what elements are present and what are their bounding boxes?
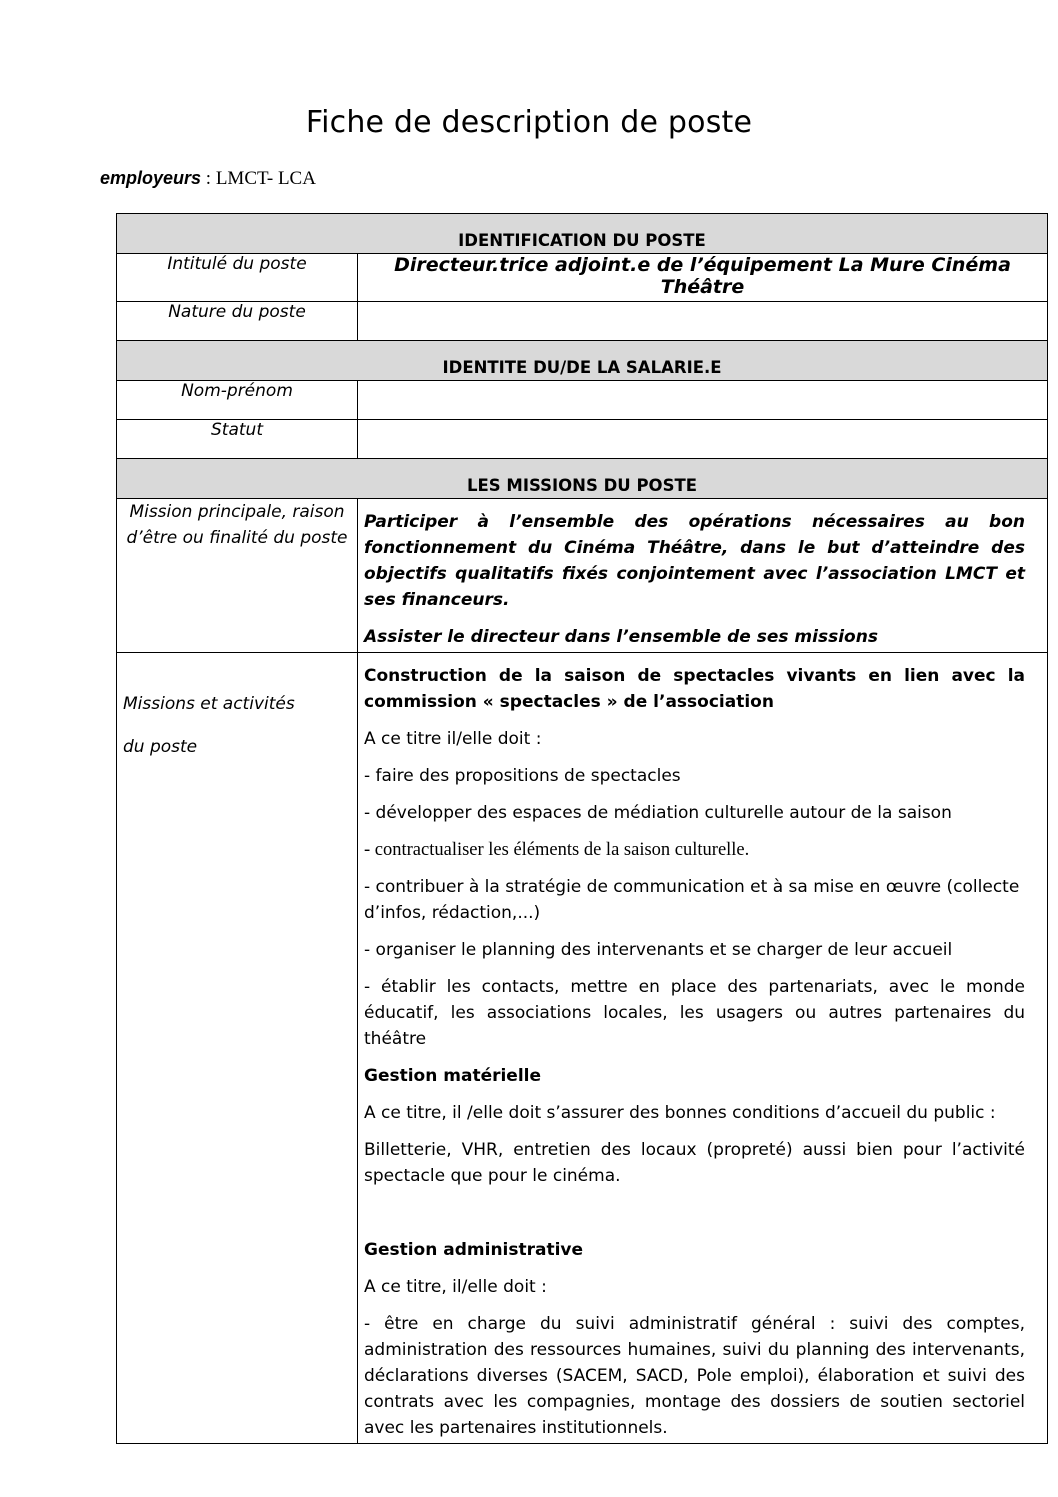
intitule-value: Directeur.trice adjoint.e de l’équipement La Mure Cinéma Théâtre bbox=[358, 254, 1048, 302]
activites-label-line2: du poste bbox=[123, 737, 198, 757]
nature-value bbox=[358, 302, 1048, 341]
nom-label: Nom-prénom bbox=[117, 381, 358, 420]
employer-line bbox=[100, 168, 316, 190]
job-description-table bbox=[116, 213, 1048, 1444]
row-nom bbox=[117, 381, 1048, 420]
text-gestion-materielle: Billetterie, VHR, entretien des locaux (propreté) aussi bien pour l’activité spectacle que pour le cinéma. bbox=[364, 1140, 1026, 1186]
activites-content bbox=[358, 653, 1048, 1444]
section-row-identification bbox=[117, 214, 1048, 254]
employer-separator: : bbox=[201, 168, 216, 189]
row-nature bbox=[117, 302, 1048, 341]
section-row-missions bbox=[117, 459, 1048, 499]
activites-label-line1: Missions et activités bbox=[123, 694, 295, 714]
row-mission-principale bbox=[117, 499, 1048, 653]
list-item: - faire des propositions de spectacles bbox=[364, 766, 681, 786]
heading-construction-saison: Construction de la saison de spectacles vivants en lien avec la commission « spectacles » de l’association bbox=[364, 666, 1026, 712]
mission-principale-assist: Assister le directeur dans l’ensemble de ses missions bbox=[364, 627, 878, 647]
intro-gestion-administrative: A ce titre, il/elle doit : bbox=[364, 1277, 547, 1297]
list-item: - établir les contacts, mettre en place des partenariats, avec le monde éducatif, les associations locales, les usagers ou autres partenaires du théâtre bbox=[364, 977, 1026, 1049]
heading-gestion-administrative: Gestion administrative bbox=[364, 1240, 584, 1260]
heading-gestion-materielle: Gestion matérielle bbox=[364, 1066, 542, 1086]
section-header-identification: IDENTIFICATION DU POSTE bbox=[117, 214, 1048, 254]
activites-label bbox=[117, 653, 358, 1444]
intro-construction: A ce titre il/elle doit : bbox=[364, 729, 542, 749]
section-header-missions: LES MISSIONS DU POSTE bbox=[117, 459, 1048, 499]
intro-gestion-materielle: A ce titre, il /elle doit s’assurer des bonnes conditions d’accueil du public : bbox=[364, 1103, 996, 1123]
mission-principale-text bbox=[358, 499, 1048, 653]
statut-value bbox=[358, 420, 1048, 459]
employer-label: employeurs bbox=[100, 168, 202, 188]
row-statut bbox=[117, 420, 1048, 459]
section-header-identite: IDENTITE DU/DE LA SALARIE.E bbox=[117, 341, 1048, 381]
list-item: - contractualiser les éléments de la saison culturelle. bbox=[364, 840, 750, 860]
text-gestion-administrative: - être en charge du suivi administratif général : suivi des comptes, administration des ressources humaines, suivi du planning des intervenants, déclarations diverses (SACEM, SACD, Pole emploi), élaboration et suivi des contrats avec les compagnies, montage des dossiers de soutien sectoriel avec les partenaires institutionnels. bbox=[364, 1314, 1026, 1438]
list-item: - développer des espaces de médiation culturelle autour de la saison bbox=[364, 803, 952, 823]
mission-principale-paragraph: Participer à l’ensemble des opérations nécessaires au bon fonctionnement du Cinéma Théâtre, dans le but d’atteindre des objectifs qualitatifs fixés conjointement avec l’association LMCT et ses financeurs. bbox=[364, 512, 1026, 610]
row-intitule bbox=[117, 254, 1048, 302]
spacer bbox=[364, 1200, 1025, 1237]
section-row-identite bbox=[117, 341, 1048, 381]
list-item: - contribuer à la stratégie de communication et à sa mise en œuvre (collecte d’infos, rédaction,...) bbox=[364, 877, 1020, 923]
nom-value bbox=[358, 381, 1048, 420]
nature-label: Nature du poste bbox=[117, 302, 358, 341]
page-title: Fiche de description de poste bbox=[305, 105, 753, 140]
employer-value: LMCT- LCA bbox=[215, 168, 316, 189]
intitule-label: Intitulé du poste bbox=[117, 254, 358, 302]
list-item: - organiser le planning des intervenants et se charger de leur accueil bbox=[364, 940, 953, 960]
statut-label: Statut bbox=[117, 420, 358, 459]
row-activites bbox=[117, 653, 1048, 1444]
mission-principale-label: Mission principale, raison d’être ou finalité du poste bbox=[117, 499, 358, 653]
